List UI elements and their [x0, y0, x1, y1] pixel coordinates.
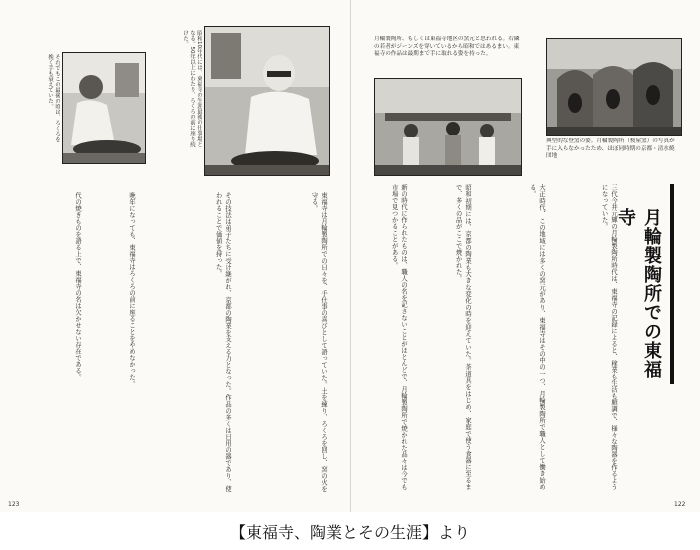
photo-potter-working-image: [205, 27, 329, 175]
left-body-column-4: 代の焼きものを語る上で、東福寺の名は欠かせない存在である。: [74, 192, 81, 381]
caption-photo-a: それでもこの最後の頃は、ろくろを挽く手も衰えていた。: [47, 54, 60, 142]
right-body-column-2: 大正時代、この地域には多くの窯元があり、東福寺はその中の一つ、月輪製陶所で職人として働き始める。: [528, 184, 545, 490]
caption-photo-d: 典型的な登窯の姿。月輪製陶所（桜屋窯）の写真が手に入らなかったため、ほぼ同時期の京都・清水焼団地: [546, 138, 675, 160]
left-page: [0, 0, 351, 512]
right-body-column-1: 三代今井元輝の月輪製陶所時代は、東福寺の記録によると、稼業も生活も順調で、様々な陶器を作るようになっていた。: [600, 184, 617, 490]
caption-photo-b: 昭和10年代には、東福寺の生涯最後の仕事場となる。50年以上にわたり、ろくろの前に座り続けた。: [182, 30, 202, 147]
photo-potter-at-wheel-image: [63, 53, 145, 163]
photo-climbing-kiln: [546, 38, 682, 136]
photo-climbing-kiln-image: [547, 39, 681, 135]
left-body-column-1: 東福寺は月輪製陶所での日々を、手仕事の喜びとして語っていた。土を練り、ろくろを回し、窯の火を守る。: [310, 192, 327, 492]
photo-workshop-group-image: [375, 79, 521, 175]
right-body-column-4: 新の時代に作られたものは、職人の名を記さないことがほとんどで、月輪製陶所で焼かれた品々は今でも市場で見つかることがある。: [390, 184, 407, 490]
photo-potter-working: [204, 26, 330, 176]
article-title: 月輪製陶所での東福寺: [615, 208, 662, 379]
photo-workshop-group: [374, 78, 522, 176]
left-body-column-2: その技法は弟子たちに受け継がれ、京都の陶業を支える力となった。作品の多くは日用の器であり、使われることで価値を持った。: [214, 192, 231, 492]
caption-photo-c: 月輪製陶所、もしくは東福寺地区の窯元と思われる。右隣の若者がジーンズを穿いているから昭和ではあるまい。東福寺の作品は最期まで手に取れる姿を持った。: [374, 36, 520, 58]
right-page-number: 122: [674, 501, 686, 508]
article-title-block: [615, 184, 674, 384]
source-caption: 【東福寺、陶業とその生涯】より: [0, 512, 700, 550]
left-body-column-3: 晩年になっても、東福寺はろくろの前に座ることをやめなかった。: [128, 192, 135, 387]
photo-potter-at-wheel: [62, 52, 146, 164]
left-page-number: 123: [8, 501, 20, 508]
title-bar: [670, 184, 674, 384]
right-body-column-3: 昭和初期には、京都の陶業も大きな変化の時を迎えていた。茶道具をはじめ、家庭で使う食器に至るまで、多くの品がここで焼かれた。: [454, 184, 471, 490]
